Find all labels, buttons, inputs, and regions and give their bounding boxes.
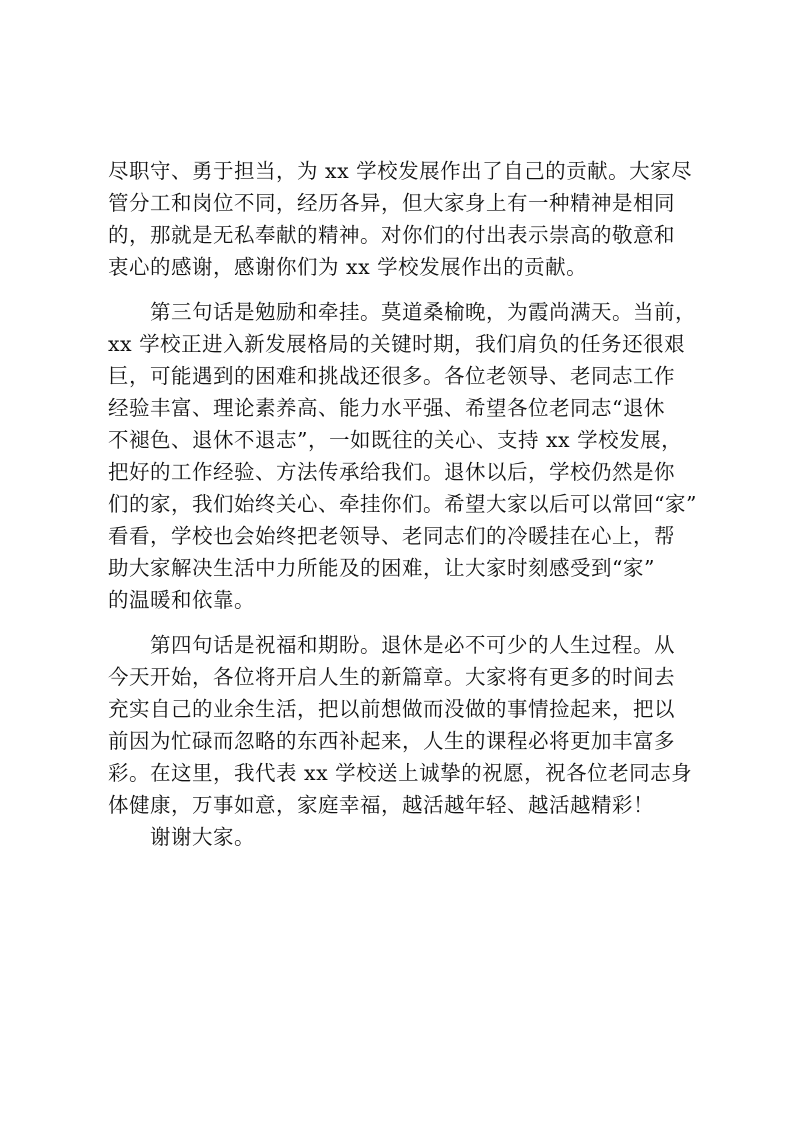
paragraph-start-line: 第三句话是勉励和牵挂。莫道桑榆晚，为霞尚满天。当前，: [150, 300, 696, 324]
text-line: 前因为忙碌而忽略的东西补起来，人生的课程必将更加丰富多: [108, 729, 675, 753]
text-line: 尽职守、勇于担当，为 xx 学校发展作出了自己的贡献。大家尽: [108, 159, 693, 183]
text-line: 的，那就是无私奉献的精神。对你们的付出表示崇高的敬意和: [108, 223, 675, 247]
text-line: 今天开始，各位将开启人生的新篇章。大家将有更多的时间去: [108, 665, 675, 689]
text-line: 助大家解决生活中力所能及的困难，让大家时刻感受到“家”: [108, 556, 655, 580]
text-line: 衷心的感谢，感谢你们为 xx 学校发展作出的贡献。: [108, 255, 588, 279]
text-line: 彩。在这里，我代表 xx 学校送上诚挚的祝愿，祝各位老同志身: [108, 761, 693, 785]
text-line: 体健康，万事如意，家庭幸福，越活越年轻、越活越精彩！: [108, 793, 654, 817]
text-line: 不褪色、退休不退志”，一如既往的关心、支持 xx 学校发展，: [108, 428, 683, 452]
closing-line: 谢谢大家。: [150, 825, 255, 849]
text-line: 们的家，我们始终关心、牵挂你们。希望大家以后可以常回“家”: [108, 492, 697, 516]
text-line: 看看，学校也会始终把老领导、老同志们的冷暖挂在心上，帮: [108, 524, 675, 548]
text-line: 经验丰富、理论素养高、能力水平强、希望各位老同志“退休: [108, 396, 665, 420]
text-line: 充实自己的业余生活，把以前想做而没做的事情捡起来，把以: [108, 697, 675, 721]
text-line: 巨，可能遇到的困难和挑战还很多。各位老领导、老同志工作: [108, 364, 675, 388]
paragraph-start-line: 第四句话是祝福和期盼。退休是必不可少的人生过程。从: [150, 633, 675, 657]
text-line: xx 学校正进入新发展格局的关键时期，我们肩负的任务还很艰: [108, 332, 686, 356]
text-line: 的温暖和依靠。: [108, 588, 255, 612]
text-line: 把好的工作经验、方法传承给我们。退休以后，学校仍然是你: [108, 460, 675, 484]
text-line: 管分工和岗位不同，经历各异，但大家身上有一种精神是相同: [108, 191, 675, 215]
